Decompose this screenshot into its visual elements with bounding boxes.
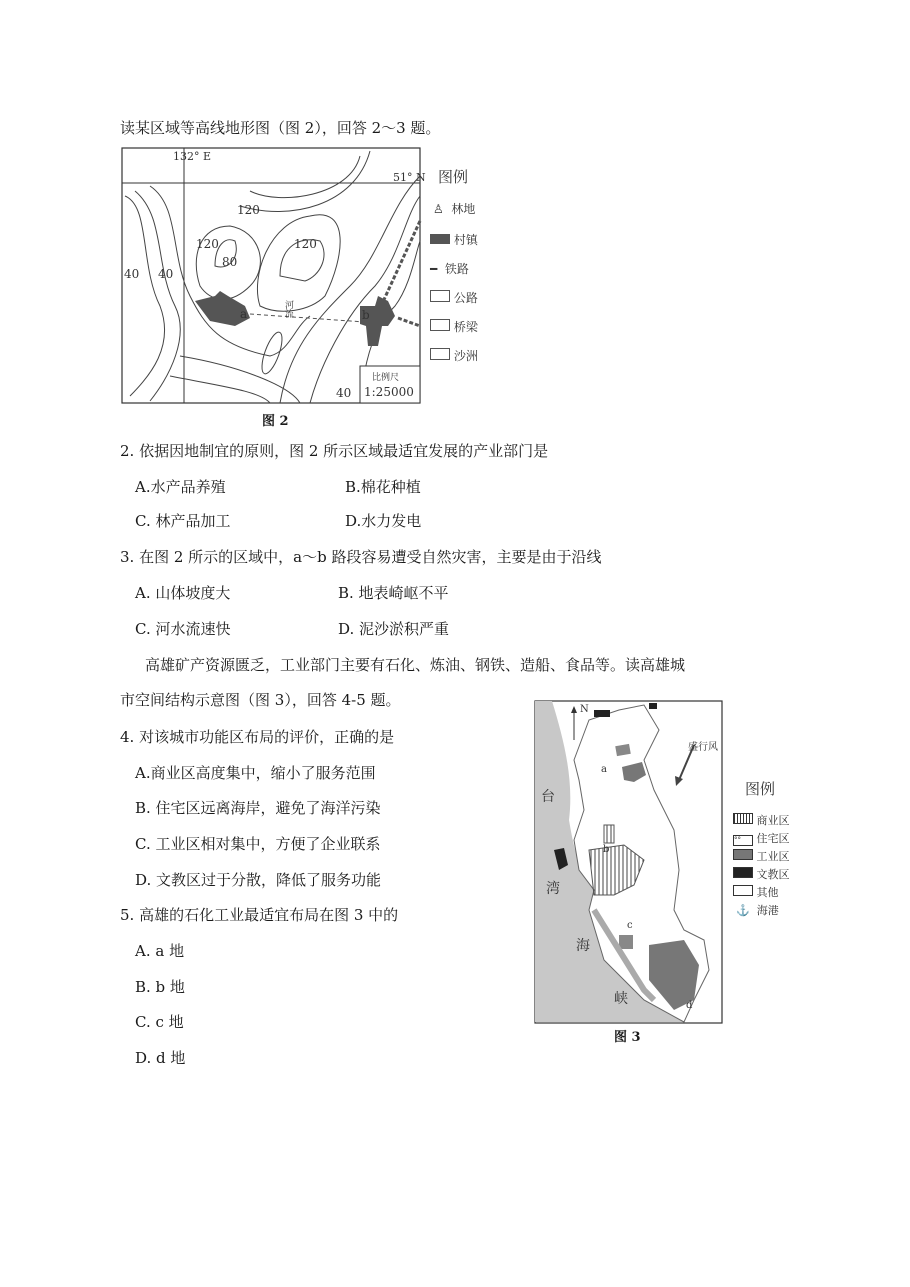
- contour-label: 120: [196, 237, 219, 251]
- legend-other: 其他: [733, 884, 779, 900]
- legend-industrial: 工业区: [733, 848, 790, 864]
- point-a: a: [240, 307, 248, 321]
- fig3-caption: 图 3: [614, 1030, 641, 1045]
- other-swatch: [733, 885, 753, 896]
- lon-label: 132° E: [173, 150, 212, 163]
- legend-education: 文教区: [733, 866, 790, 882]
- railway-icon: ━: [430, 262, 438, 276]
- point-a: a: [601, 764, 607, 775]
- point-d: d: [686, 1000, 693, 1011]
- road-icon: [430, 290, 450, 302]
- q4-option-c: C. 工业区相对集中，方便了企业联系: [135, 835, 381, 853]
- legend-village: 村镇: [430, 231, 478, 248]
- sandbar-icon: [430, 348, 450, 360]
- scale-title: 比例尺: [372, 373, 400, 383]
- q5-option-b: B. b 地: [135, 978, 185, 996]
- q5-option-d: D. d 地: [135, 1049, 186, 1067]
- q4-option-a: A.商业区高度集中，缩小了服务范围: [135, 764, 376, 782]
- q4-option-b: B. 住宅区远离海岸，避免了海洋污染: [135, 799, 381, 817]
- fig2-intro: 读某区域等高线地形图（图 2），回答 2～3 题。: [120, 119, 441, 137]
- sea-label: 湾: [546, 881, 560, 897]
- legend-bridge: 桥梁: [430, 318, 478, 335]
- fig3-intro-line2: 市空间结构示意图（图 3），回答 4-5 题。: [120, 691, 401, 709]
- sea-label: 峡: [614, 991, 628, 1007]
- q3-option-b: B. 地表崎岖不平: [338, 584, 449, 602]
- point-b: b: [362, 308, 370, 322]
- q5-option-c: C. c 地: [135, 1013, 184, 1031]
- legend-road: 公路: [430, 289, 478, 306]
- q2-option-c: C. 林产品加工: [135, 512, 231, 530]
- contour-label: 80: [222, 255, 238, 269]
- wind-label: 盛行风: [688, 742, 718, 753]
- fig2-legend-title: 图例: [438, 168, 469, 186]
- q2-option-d: D.水力发电: [345, 512, 422, 530]
- industrial-swatch: [733, 849, 753, 860]
- q5-stem: 5. 高雄的石化工业最适宜布局在图 3 中的: [120, 906, 399, 924]
- sea-label: 台: [541, 789, 555, 805]
- legend-residential: °° 住宅区: [734, 832, 790, 845]
- education-swatch: [733, 867, 753, 878]
- contour-label: 40: [124, 267, 140, 281]
- river-label: 河流: [283, 300, 293, 318]
- legend-port: ⚓ 海港: [736, 904, 779, 917]
- fig2-caption: 图 2: [262, 414, 289, 429]
- contour-label: 120: [237, 203, 260, 217]
- village-icon: [430, 234, 450, 244]
- sea-label: 海: [576, 938, 590, 954]
- legend-forest: ♙ 林地: [433, 202, 476, 216]
- scale-value: 1:25000: [364, 385, 414, 399]
- north-label: N: [580, 704, 589, 715]
- lat-label: 51° N: [393, 171, 426, 184]
- q3-stem: 3. 在图 2 所示的区域中，a～b 路段容易遭受自然灾害，主要是由于沿线: [120, 548, 602, 566]
- contour-label: 40: [336, 386, 352, 400]
- point-c: c: [627, 920, 633, 931]
- bridge-icon: [430, 319, 450, 331]
- q2-option-b: B.棉花种植: [345, 478, 421, 496]
- tree-icon: ♙: [433, 202, 444, 216]
- point-b: b: [603, 844, 610, 855]
- q2-option-a: A.水产品养殖: [135, 478, 226, 496]
- commercial-swatch: [733, 813, 753, 824]
- q3-option-d: D. 泥沙淤积严重: [338, 620, 450, 638]
- contour-label: 120: [294, 237, 317, 251]
- q3-option-a: A. 山体坡度大: [135, 584, 231, 602]
- legend-railway: ━ 铁路: [430, 262, 469, 276]
- contour-label: 40: [158, 267, 174, 281]
- anchor-icon: ⚓: [736, 904, 750, 917]
- legend-sandbar: 沙洲: [430, 347, 478, 364]
- fig3-legend-title: 图例: [745, 780, 776, 798]
- q5-option-a: A. a 地: [135, 942, 185, 960]
- q4-stem: 4. 对该城市功能区布局的评价，正确的是: [120, 728, 395, 746]
- residential-swatch: °°: [733, 835, 753, 846]
- fig3-intro-line1: 高雄矿产资源匮乏，工业部门主要有石化、炼油、钢铁、造船、食品等。读高雄城: [145, 656, 686, 674]
- q4-option-d: D. 文教区过于分散，降低了服务功能: [135, 871, 382, 889]
- legend-commercial: 商业区: [733, 812, 790, 828]
- q2-stem: 2. 依据因地制宜的原则，图 2 所示区域最适宜发展的产业部门是: [120, 442, 549, 460]
- q3-option-c: C. 河水流速快: [135, 620, 231, 638]
